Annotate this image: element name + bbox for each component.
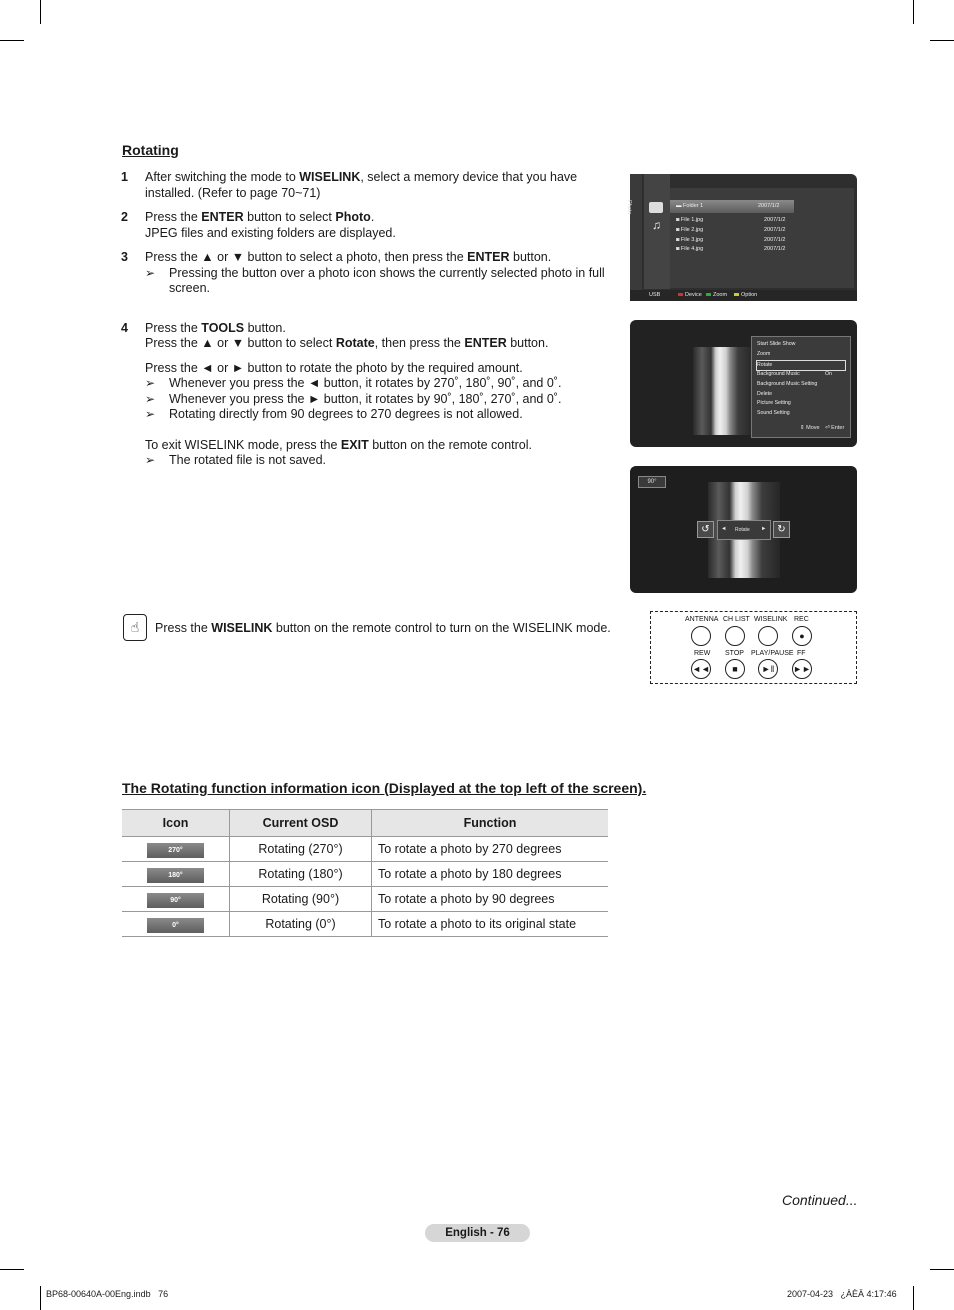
music-icon: ♫ <box>652 218 661 232</box>
note-arrow-icon: ➢ <box>145 453 156 467</box>
file-date: 2007/1/2 <box>758 203 780 209</box>
bottom-bar <box>630 290 857 301</box>
move-hint: ⇕ Move <box>800 425 820 431</box>
step-text: Press the ◄ or ► button to rotate the photo by the required amount. <box>145 360 523 375</box>
remote-label: REC <box>794 616 809 623</box>
source-label: USB <box>649 292 661 298</box>
step-text: After switching the mode to WISELINK, select a memory device that you have installed. (Refer to page 70~71) <box>145 170 578 200</box>
osd-cell: Rotating (270°) <box>230 837 372 862</box>
menu-item[interactable]: Start Slide Show <box>757 341 796 347</box>
rotation-badge: 180° <box>147 868 204 883</box>
photo-list-screen <box>626 174 857 301</box>
table-header: Icon <box>122 810 230 837</box>
step-text: Press the ENTER button to select Photo. <box>145 210 375 224</box>
list-item[interactable] <box>676 246 796 255</box>
step-number: 1 <box>121 170 128 184</box>
camera-icon: ◙ <box>676 217 681 223</box>
menu-item-selected[interactable]: Rotate <box>756 360 846 371</box>
menu-item-value: On <box>825 371 832 377</box>
left-arrow-icon: ◄ <box>721 526 727 532</box>
step-text: JPEG files and existing folders are displayed. <box>145 225 396 240</box>
table-title: The Rotating function information icon (Displayed at the top left of the screen). <box>122 780 647 796</box>
note-text: Pressing the button over a photo icon shows the currently selected photo in full screen. <box>169 265 605 295</box>
crop-mark <box>0 40 24 41</box>
menu-item[interactable]: Background Music On <box>757 371 832 377</box>
file-name: File 1.jpg <box>680 217 704 223</box>
info-table <box>122 809 608 937</box>
file-list <box>670 188 854 288</box>
note-arrow-icon: ➢ <box>145 391 156 406</box>
tip-text: Press the WISELINK button on the remote control to turn on the WISELINK mode. <box>155 621 611 635</box>
step-1 <box>121 170 621 201</box>
table-header: Function <box>372 810 609 837</box>
photo-icon <box>649 202 663 213</box>
remote-label: WISELINK <box>754 616 788 623</box>
steps-list <box>121 170 621 478</box>
note <box>145 407 621 423</box>
remote-label: REW <box>694 650 711 657</box>
stop-button[interactable]: ■ <box>725 659 745 679</box>
side-tab <box>630 174 642 301</box>
menu-item[interactable]: Delete <box>757 391 772 397</box>
step-number: 2 <box>121 210 128 224</box>
step-number: 3 <box>121 250 128 264</box>
ff-button[interactable]: ►► <box>792 659 812 679</box>
continued-label: Continued... <box>782 1192 858 1208</box>
step-4 <box>121 321 621 469</box>
remote-label: FF <box>797 650 806 657</box>
photo-preview <box>693 347 753 435</box>
remote-label: STOP <box>725 650 744 657</box>
step-text: Press the ▲ or ▼ button to select a photo, then press the ENTER button. <box>145 250 552 264</box>
crop-mark <box>913 0 914 24</box>
rew-button[interactable]: ◄◄ <box>691 659 711 679</box>
function-cell: To rotate a photo by 270 degrees <box>372 837 609 862</box>
file-date: 2007/1/2 <box>764 246 786 252</box>
crop-mark <box>0 1269 24 1270</box>
antenna-button[interactable] <box>691 626 711 646</box>
osd-cell: Rotating (90°) <box>230 887 372 912</box>
table-row <box>122 837 608 862</box>
rotate-screen <box>630 466 857 593</box>
step-number: 4 <box>121 320 128 335</box>
rotate-label: Rotate <box>735 527 750 533</box>
footer-timestamp: 2007-04-23 ¿ÀÈÄ 4:17:46 <box>787 1289 897 1299</box>
table-row <box>122 862 608 887</box>
rotation-badge: 0° <box>147 918 204 933</box>
list-item[interactable] <box>676 217 796 226</box>
crop-mark <box>930 1269 954 1270</box>
note-text: The rotated file is not saved. <box>169 453 327 467</box>
remote-label: ANTENNA <box>685 616 719 623</box>
table-row <box>122 912 608 937</box>
file-name: File 3.jpg <box>680 237 704 243</box>
file-date: 2007/1/2 <box>764 227 786 233</box>
device-hint: Device <box>678 292 702 298</box>
right-arrow-icon: ► <box>761 526 767 532</box>
zoom-hint: Zoom <box>706 292 727 298</box>
list-item[interactable] <box>670 200 794 213</box>
play-pause-button[interactable]: ►‖ <box>758 659 778 679</box>
rec-button[interactable]: ● <box>792 626 812 646</box>
step-3 <box>121 250 621 297</box>
category-icons <box>644 174 670 289</box>
file-name: Folder 1 <box>683 203 704 209</box>
section-title: Rotating <box>122 142 179 158</box>
camera-icon: ◙ <box>676 237 681 243</box>
note-arrow-icon: ➢ <box>145 407 156 421</box>
menu-item[interactable]: Picture Setting <box>757 400 791 406</box>
list-item[interactable] <box>676 237 796 246</box>
step-text: Press the TOOLS button. <box>145 320 286 335</box>
file-name: File 4.jpg <box>680 246 704 252</box>
file-name: File 2.jpg <box>680 227 704 233</box>
page-number: English - 76 <box>425 1224 530 1242</box>
table-header: Current OSD <box>230 810 372 837</box>
table-row <box>122 887 608 912</box>
note-text: Whenever you press the ◄ button, it rotates by 270˚, 180˚, 90˚, and 0˚. <box>169 376 562 390</box>
remote-label: PLAY/PAUSE <box>751 650 794 657</box>
step-2 <box>121 210 621 241</box>
tools-menu <box>751 336 851 438</box>
note <box>145 453 621 469</box>
function-cell: To rotate a photo to its original state <box>372 912 609 937</box>
rotate-left-icon[interactable]: ↺ <box>697 521 714 538</box>
list-item[interactable] <box>676 227 796 236</box>
table-header-row <box>122 810 608 837</box>
function-cell: To rotate a photo by 180 degrees <box>372 862 609 887</box>
crop-mark <box>930 40 954 41</box>
file-date: 2007/1/2 <box>764 217 786 223</box>
ch-list-button[interactable] <box>725 626 745 646</box>
camera-icon: ◙ <box>676 246 681 252</box>
note-text: Whenever you press the ► button, it rotates by 90˚, 180˚, 270˚, and 0˚. <box>169 391 562 406</box>
hand-note-icon: ☝ <box>123 614 147 641</box>
crop-mark <box>40 1286 41 1310</box>
rotation-badge: 90° <box>147 893 204 908</box>
option-hint: Option <box>734 292 757 298</box>
note-arrow-icon: ➢ <box>145 265 156 280</box>
wiselink-button[interactable] <box>758 626 778 646</box>
enter-hint: ⏎ Enter <box>825 425 845 431</box>
function-cell: To rotate a photo by 90 degrees <box>372 887 609 912</box>
remote-control-image <box>650 611 857 684</box>
rotate-right-icon[interactable]: ↻ <box>773 521 790 538</box>
note <box>145 392 621 408</box>
side-tab-label: Photo <box>626 200 632 215</box>
camera-icon: ◙ <box>676 227 681 233</box>
rotation-badge: 270° <box>147 843 204 858</box>
note <box>145 266 621 297</box>
note <box>145 376 621 392</box>
menu-item[interactable]: Zoom <box>757 351 771 357</box>
osd-cell: Rotating (0°) <box>230 912 372 937</box>
folder-icon: ▬ <box>676 203 684 209</box>
remote-label: CH LIST <box>723 616 750 623</box>
file-date: 2007/1/2 <box>764 237 786 243</box>
step-text: Press the ▲ or ▼ button to select Rotate, then press the ENTER button. <box>145 336 549 350</box>
crop-mark <box>913 1286 914 1310</box>
osd-cell: Rotating (180°) <box>230 862 372 887</box>
rotate-bar[interactable] <box>717 520 771 540</box>
note-text: Rotating directly from 90 degrees to 270 degrees is not allowed. <box>169 407 523 421</box>
tools-menu-screen <box>630 320 857 447</box>
menu-item[interactable]: Background Music Setting <box>757 381 818 387</box>
menu-item[interactable]: Sound Setting <box>757 410 790 416</box>
step-text: To exit WISELINK mode, press the EXIT button on the remote control. <box>145 437 533 452</box>
crop-mark <box>40 0 41 24</box>
footer-file: BP68-00640A-00Eng.indb 76 <box>46 1289 169 1299</box>
note-arrow-icon: ➢ <box>145 376 156 390</box>
angle-badge: 90° <box>638 476 666 488</box>
